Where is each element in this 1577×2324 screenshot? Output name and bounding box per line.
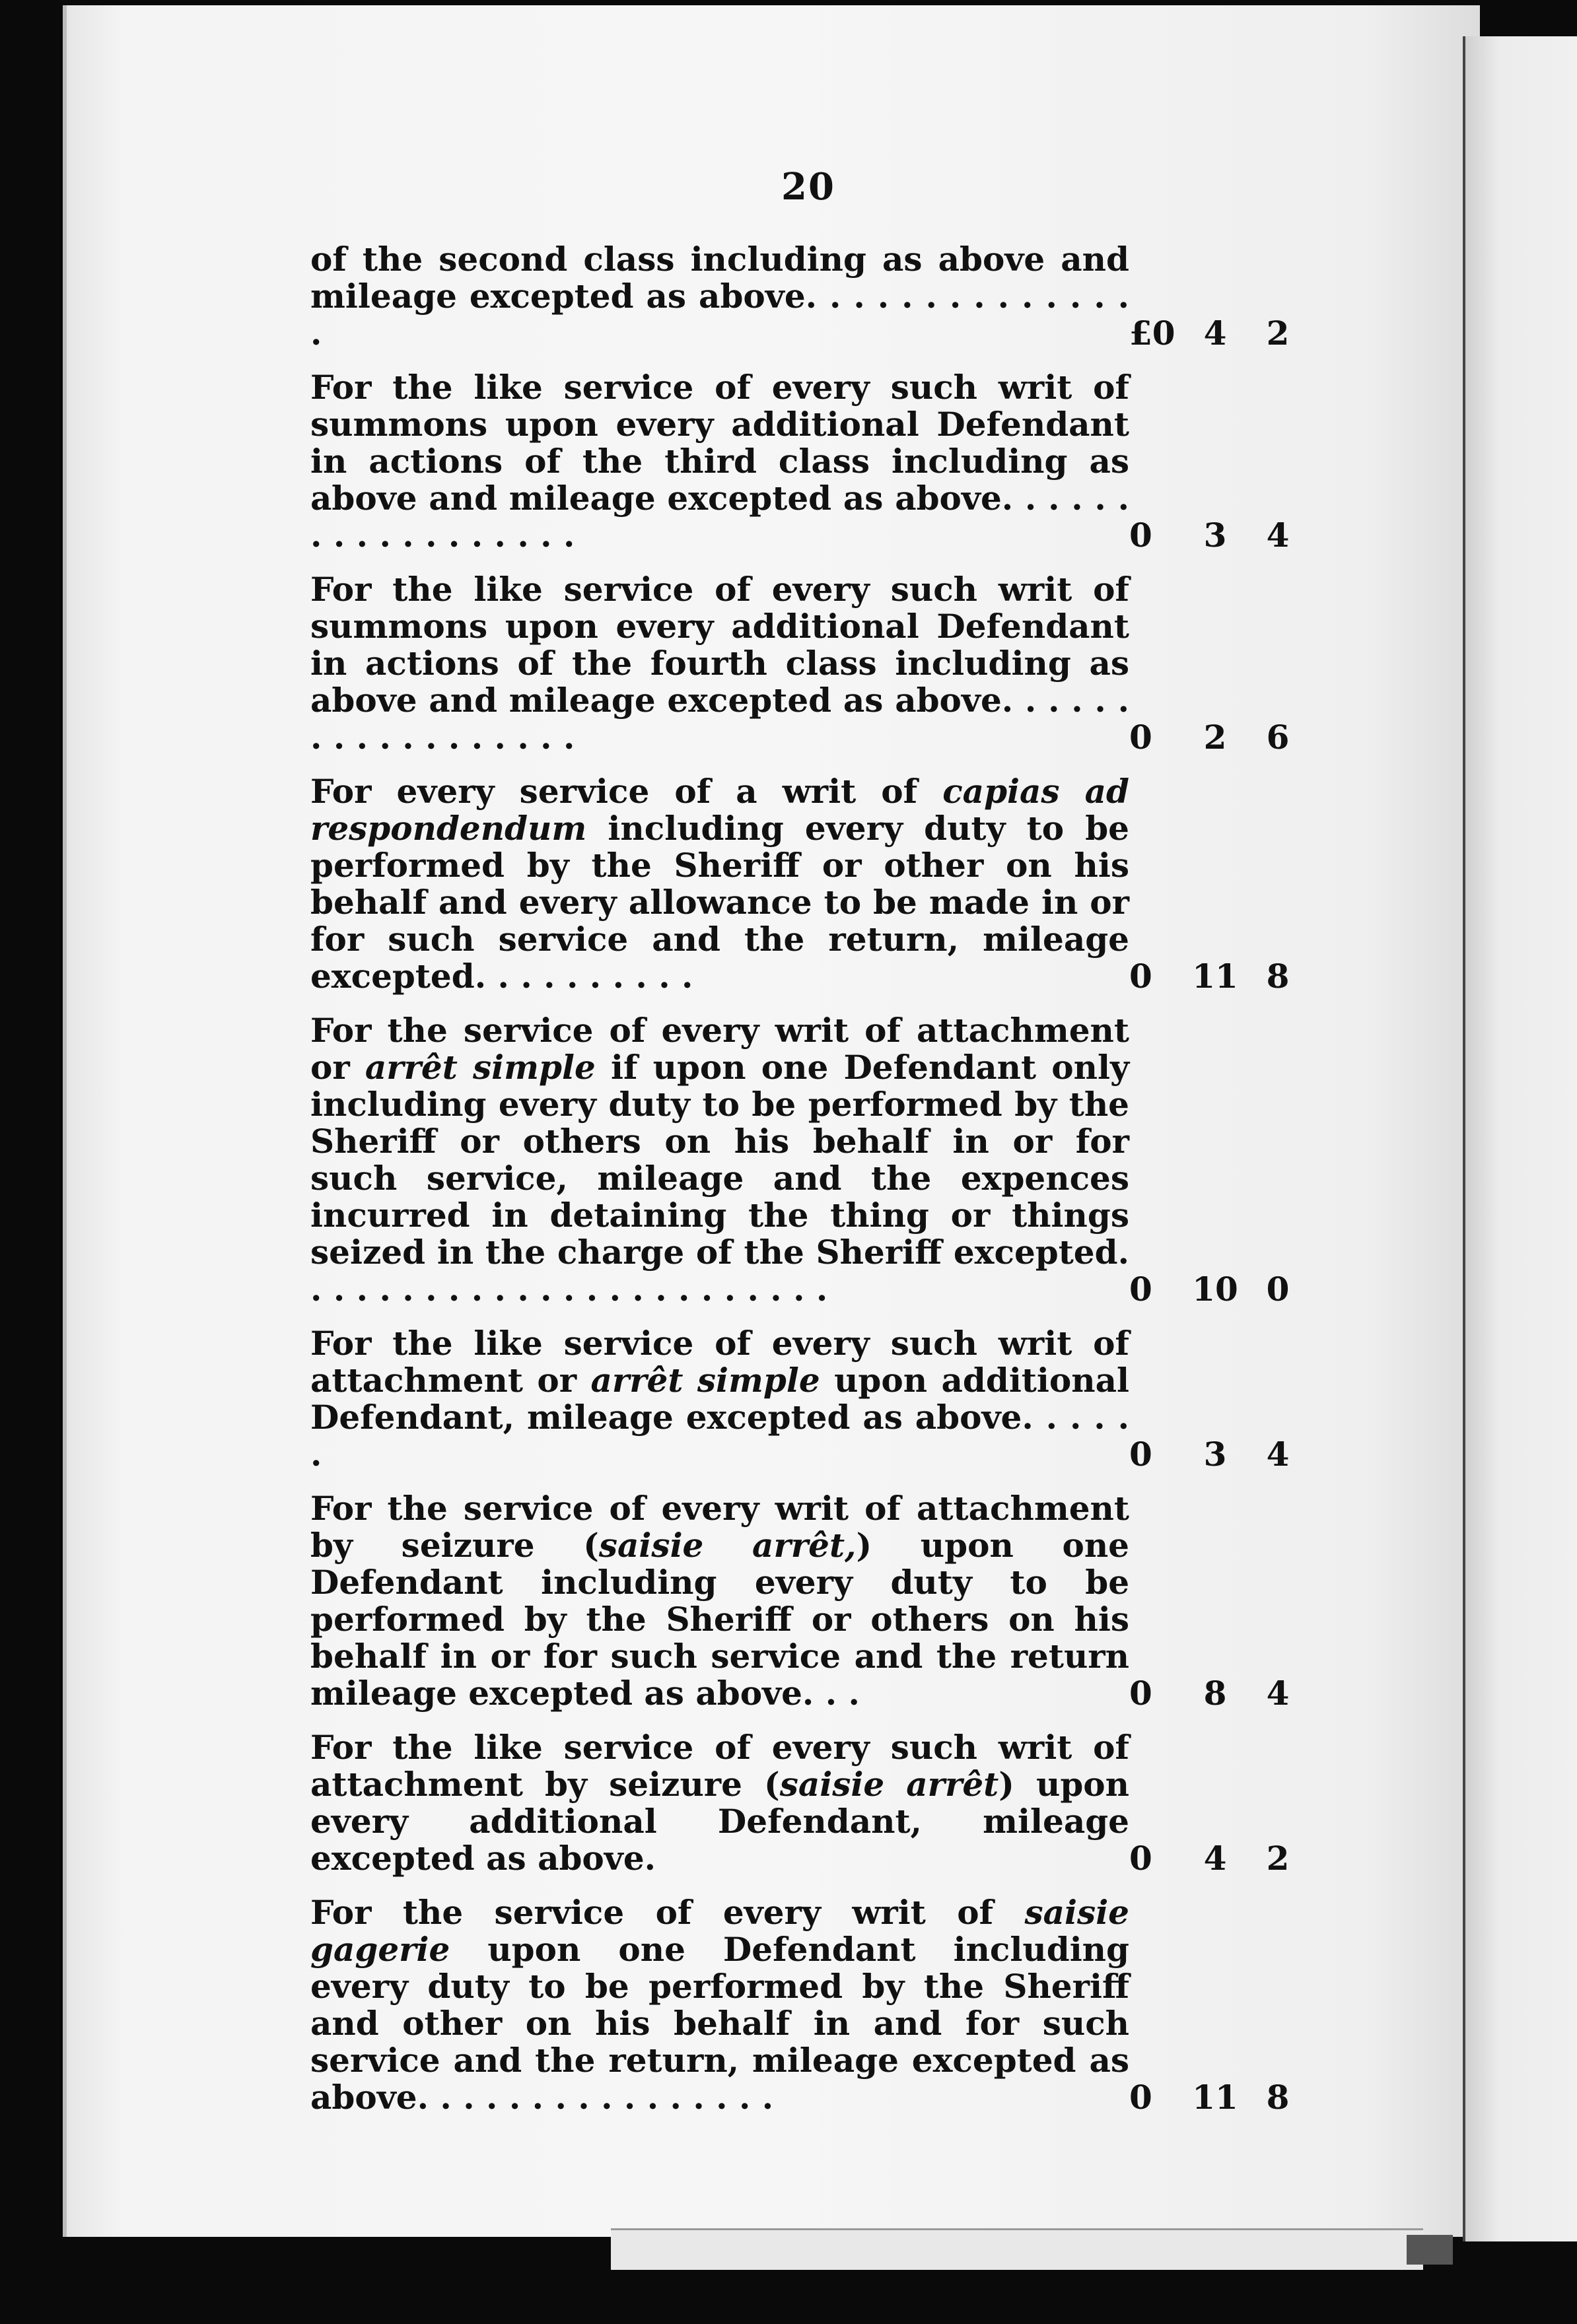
amount-shillings: 3 — [1203, 516, 1227, 555]
binding-block — [1407, 2235, 1453, 2265]
entry-text-italic: capias ad respondendum — [310, 772, 1130, 848]
fee-entry — [310, 241, 1301, 352]
page-edge-strip — [611, 2228, 1423, 2270]
entry-text — [310, 1490, 1129, 1712]
entry-text-before: For the service of every writ of attachment by seizure ( — [310, 1489, 1129, 1565]
entry-amount — [1129, 517, 1301, 554]
fee-entry — [310, 571, 1301, 756]
facing-page-edge — [1463, 36, 1577, 2241]
entry-text-italic: arrêt simple — [590, 1361, 820, 1400]
entry-text — [310, 1894, 1129, 2116]
entry-text-before: For every service of a writ of — [310, 772, 943, 811]
entry-text-before: For the service of every writ of — [310, 1893, 1025, 1932]
amount-pence: 4 — [1266, 1674, 1290, 1713]
amount-pounds: 0 — [1129, 1839, 1152, 1878]
amount-pounds: 0 — [1129, 2078, 1152, 2117]
entry-text-before: For the like service of every such writ of attachment by seizure ( — [310, 1728, 1129, 1804]
amount-pounds: 0 — [1129, 516, 1152, 555]
entry-text-italic: saisie arrêt, — [598, 1526, 857, 1565]
amount-pence: 4 — [1266, 1435, 1290, 1474]
fee-schedule — [310, 241, 1301, 2133]
entry-text-italic: arrêt simple — [365, 1048, 596, 1087]
entry-text-before: For the like service of every such writ of attachment or — [310, 1324, 1129, 1400]
fee-entry — [310, 773, 1301, 995]
amount-pence: 2 — [1266, 314, 1290, 353]
amount-shillings: 11 — [1192, 2078, 1238, 2117]
amount-pounds: 0 — [1129, 957, 1152, 996]
fee-entry — [310, 1012, 1301, 1308]
entry-amount — [1129, 2079, 1301, 2116]
amount-pounds: 0 — [1129, 718, 1152, 757]
fee-entry — [310, 1729, 1301, 1877]
entry-text: For the like service of every such writ of summons upon every additional Defendant in actions of the fourth class including as above and mileage excepted as above. . . . . . . . . . . . . . . . . . — [310, 570, 1129, 757]
entry-text-after: upon additional Defendant, mileage excepted as above. . . . . . — [310, 1361, 1129, 1474]
entry-amount — [1129, 1675, 1301, 1712]
fee-entry — [310, 1325, 1301, 1473]
amount-shillings: 2 — [1203, 718, 1227, 757]
amount-pounds: 0 — [1129, 1270, 1152, 1309]
amount-pence: 0 — [1266, 1270, 1290, 1309]
amount-shillings: 11 — [1192, 957, 1238, 996]
amount-shillings: 10 — [1192, 1270, 1238, 1309]
entry-text — [310, 1012, 1129, 1308]
amount-pounds: 0 — [1129, 1435, 1152, 1474]
entry-text: of the second class including as above and mileage excepted as above. . . . . . . . . . . . . . . — [310, 240, 1129, 353]
entry-text: For the like service of every such writ of summons upon every additional Defendant in actions of the third class including as above and mileage excepted as above. . . . . . . . . . . . . . . . . . — [310, 368, 1129, 555]
entry-text-after: upon one Defendant including every duty to be performed by the Sheriff and other on his behalf in and for such service and the return, mileage excepted as above. . . . . . . . . . . . . . . . — [310, 1930, 1129, 2117]
fee-entry — [310, 1894, 1301, 2116]
amount-shillings: 4 — [1203, 1839, 1227, 1878]
entry-amount — [1129, 1436, 1301, 1473]
entry-text — [310, 1325, 1129, 1473]
entry-amount — [1129, 1271, 1301, 1308]
amount-pence: 6 — [1266, 718, 1290, 757]
amount-pence: 4 — [1266, 516, 1290, 555]
page-number: 20 — [781, 165, 835, 209]
entry-amount — [1129, 315, 1301, 352]
entry-amount — [1129, 958, 1301, 995]
entry-text-after: if upon one Defendant only including every duty to be performed by the Sheriff or others on his behalf in or for such service, mileage and the expences incurred in detaining the thing or things seized in the charge of the Sheriff excepted. . . . . . . . . . . . . . . . . . . . . . . . — [310, 1048, 1129, 1309]
fee-entry — [310, 1490, 1301, 1712]
entry-text-before: For the service of every writ of attachment or — [310, 1011, 1129, 1087]
amount-pence: 2 — [1266, 1839, 1290, 1878]
fee-entry — [310, 369, 1301, 554]
amount-pounds: £0 — [1129, 314, 1175, 353]
entry-amount — [1129, 719, 1301, 756]
amount-shillings: 3 — [1203, 1435, 1227, 1474]
amount-pounds: 0 — [1129, 1674, 1152, 1713]
entry-text — [310, 1729, 1129, 1877]
entry-text-after: including every duty to be performed by the Sheriff or other on his behalf and every allowance to be made in or for such service and the return, mileage excepted. . . . . . . . . . — [310, 809, 1129, 996]
entry-text-italic: saisie gagerie — [310, 1893, 1129, 1969]
entry-amount — [1129, 1840, 1301, 1877]
amount-shillings: 8 — [1203, 1674, 1227, 1713]
entry-text-after: ) upon one Defendant including every duty to be performed by the Sheriff or others on his behalf in or for such service and the return mileage excepted as above. . . — [310, 1526, 1129, 1713]
entry-text-after: ) upon every additional Defendant, mileage excepted as above. — [310, 1765, 1129, 1878]
amount-shillings: 4 — [1203, 314, 1227, 353]
amount-pence: 8 — [1266, 2078, 1290, 2117]
entry-text-italic: saisie arrêt — [779, 1765, 999, 1804]
entry-text — [310, 773, 1129, 995]
amount-pence: 8 — [1266, 957, 1290, 996]
